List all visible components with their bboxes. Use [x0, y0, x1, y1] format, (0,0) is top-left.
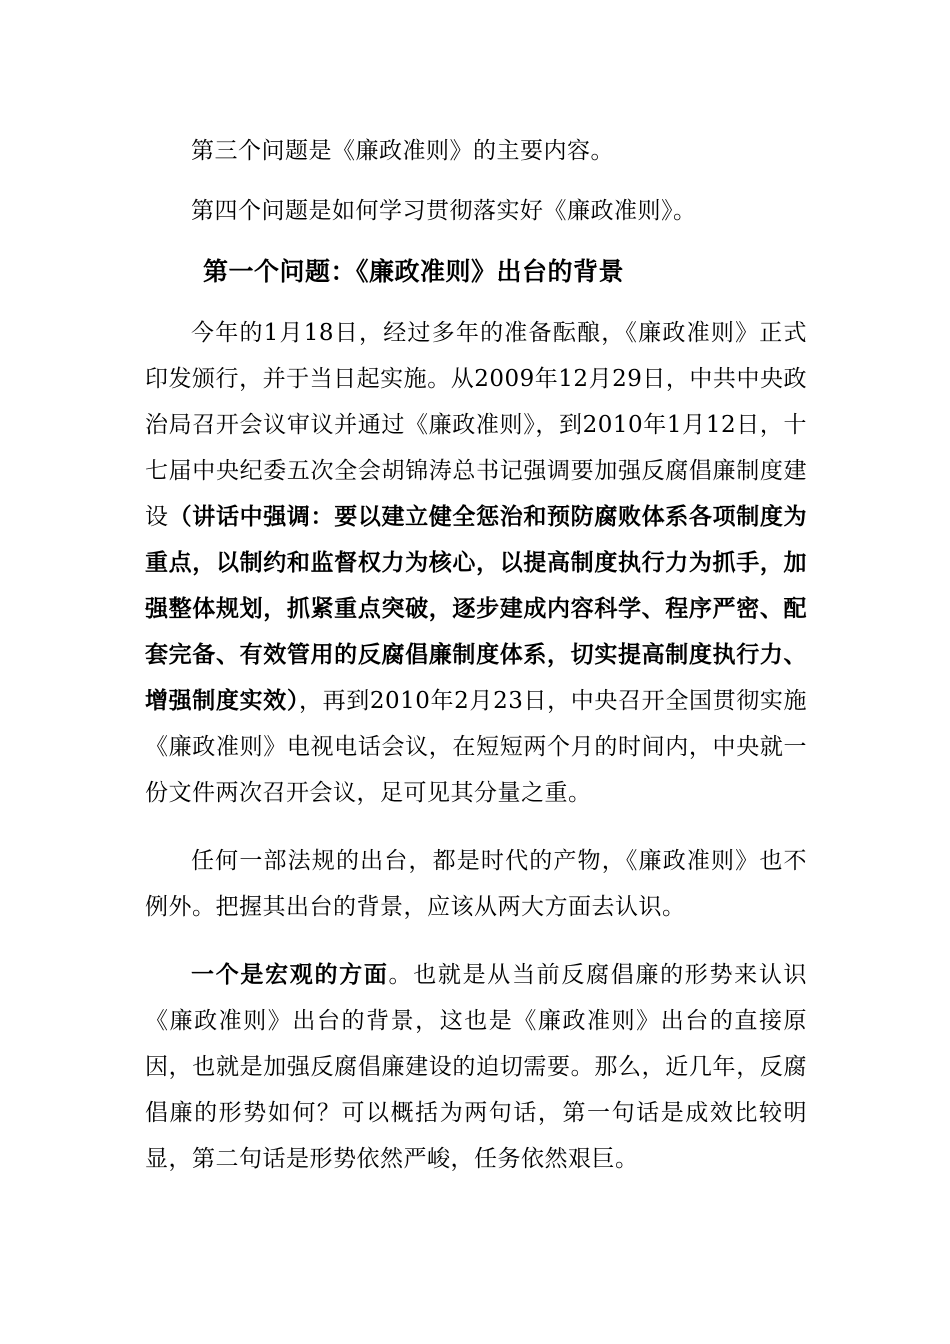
document-body — [145, 128, 807, 1182]
section-heading-issue-one: 第一个问题：《廉政准则》出台的背景 — [203, 257, 625, 286]
background-tail-text: ，再到2010年2月23日，中央召开全国贯彻实施《廉政准则》电视电话会议，在短短两个月的时间内，中央就一份文件两次召开会议，足可见其分量之重。 — [145, 688, 808, 806]
macro-bold-lead: 一个是宏观的方面 — [191, 962, 389, 988]
paragraph-background — [145, 310, 807, 816]
background-bold-quote: （讲话中强调：要以建立健全惩治和预防腐败体系各项制度为重点，以制约和监督权力为核心，以提高制度执行力为抓手，加强整体规划，抓紧重点突破，逐步建成内容科学、程序严密、配套完备、有效管用的反腐倡廉制度体系，切实提高制度执行力、增强制度实效） — [145, 504, 808, 714]
paragraph-any-law: 任何一部法规的出台，都是时代的产物，《廉政准则》也不例外。把握其出台的背景，应该从两大方面去认识。 — [145, 848, 807, 920]
background-intro-text: 今年的1月18日，经过多年的准备酝酿，《廉政准则》正式印发颁行，并于当日起实施。从2009年12月29日，中共中央政治局召开会议审议并通过《廉政准则》，到2010年1月12日，十七届中央纪委五次全会胡锦涛总书记强调要加强反腐倡廉制度建设 — [145, 320, 807, 530]
paragraph-issue-three: 第三个问题是《廉政准则》的主要内容。 — [191, 138, 614, 164]
paragraph-macro-aspect — [145, 952, 807, 1182]
paragraph-issue-four: 第四个问题是如何学习贯彻落实好《廉政准则》。 — [191, 198, 697, 224]
macro-text: 。也就是从当前反腐倡廉的形势来认识《廉政准则》出台的背景，这也是《廉政准则》出台的直接原因，也就是加强反腐倡廉建设的迫切需要。那么，近几年，反腐倡廉的形势如何？可以概括为两句话，第一句话是成效比较明显，第二句话是形势依然严峻，任务依然艰巨。 — [145, 962, 807, 1172]
